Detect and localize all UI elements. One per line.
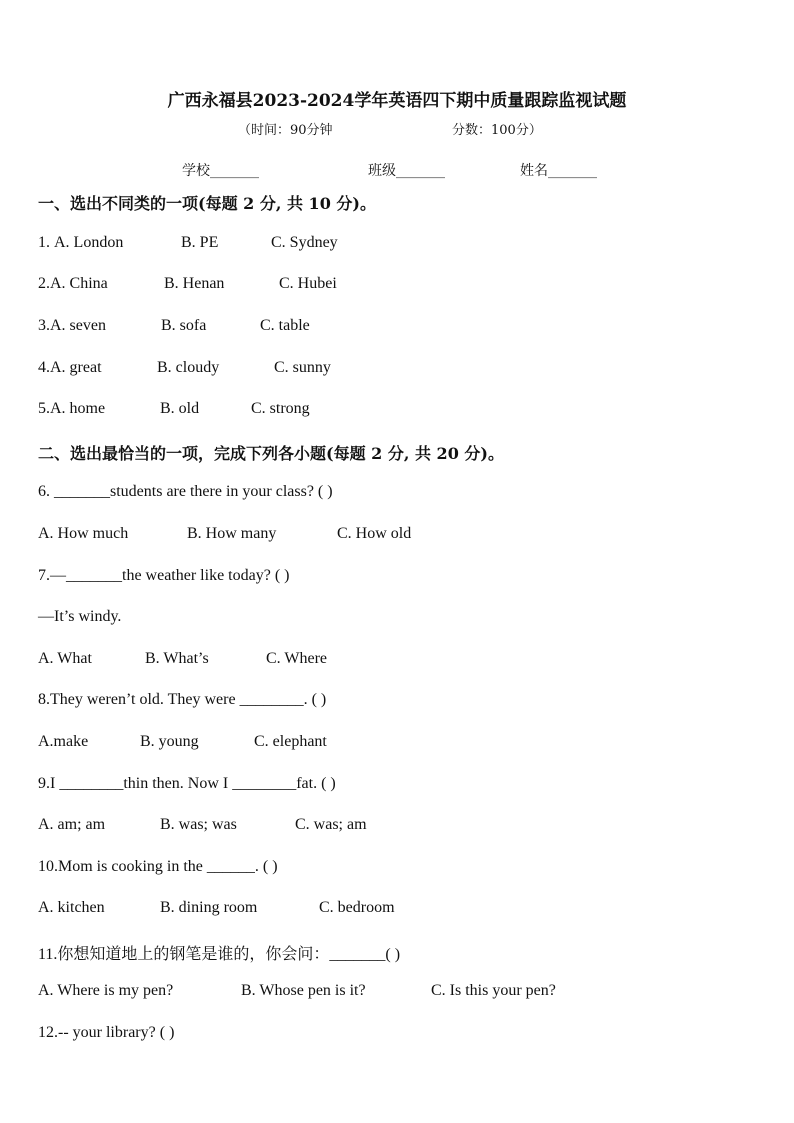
school-field[interactable]: 学校_______ [182,163,259,179]
option-c[interactable]: C. How old [337,525,412,542]
question-number: 2. [38,275,50,292]
question-9-options [38,816,367,834]
option-b[interactable]: B. was; was [160,816,237,833]
question-7-stem: 7.—_______the weather like today? ( ) [38,567,290,584]
question-10-options [38,899,395,917]
exam-time: （时间：90分钟 [238,123,333,138]
option-c[interactable]: C. table [260,317,310,334]
option-a[interactable]: A. seven [50,317,106,334]
section-2-heading: 二、选出最恰当的一项，完成下列各小题(每题 2 分, 共 20 分)。 [38,444,504,463]
option-a[interactable]: A. What [38,650,92,667]
option-a[interactable]: A. How much [38,525,129,542]
option-b[interactable]: B. old [160,400,200,417]
class-field[interactable]: 班级_______ [368,163,445,179]
option-a[interactable]: A.make [38,733,89,750]
option-b[interactable]: B. sofa [161,317,207,334]
section-1-heading: 一、选出不同类的一项(每题 2 分, 共 10 分)。 [38,194,376,213]
question-number: 1. [38,234,54,251]
question-6-options [38,525,412,543]
option-c[interactable]: C. was; am [295,816,367,833]
question-7-options [38,650,328,668]
question-4 [38,359,331,377]
option-b[interactable]: B. How many [187,525,277,542]
question-number: 5. [38,400,50,417]
option-b[interactable]: B. PE [181,234,219,251]
option-b[interactable]: B. Henan [164,275,225,292]
name-field[interactable]: 姓名_______ [520,163,597,179]
option-a[interactable]: A. London [54,234,124,251]
option-c[interactable]: C. elephant [254,733,327,750]
page-title: 广西永福县2023-2024学年英语四下期中质量跟踪监视试题 [167,91,627,111]
option-a[interactable]: A. Where is my pen? [38,982,174,999]
exam-score: 分数：100分） [452,123,542,138]
question-11-options [38,982,556,1000]
question-3 [38,317,310,335]
option-c[interactable]: C. bedroom [319,899,395,916]
question-2 [38,275,337,293]
question-7-dialogue: —It’s windy. [38,608,122,625]
option-c[interactable]: C. sunny [274,359,331,376]
option-a[interactable]: A. am; am [38,816,106,833]
question-number: 3. [38,317,50,334]
option-c[interactable]: C. Where [266,650,328,667]
option-b[interactable]: B. Whose pen is it? [241,982,366,999]
question-12-stem: 12.-- your library? ( ) [38,1024,175,1041]
question-5 [38,400,310,418]
question-9-stem: 9.I ________thin then. Now I ________fat. ( ) [38,775,336,792]
option-c[interactable]: C. Hubei [279,275,337,292]
option-a[interactable]: A. great [50,359,102,376]
question-8-stem: 8.They weren’t old. They were ________. ( ) [38,691,327,708]
option-a[interactable]: A. China [50,275,108,292]
question-1 [38,234,338,252]
option-c[interactable]: C. Sydney [271,234,338,251]
option-b[interactable]: B. young [140,733,199,750]
option-c[interactable]: C. strong [251,400,310,417]
question-11-stem: 11.你想知道地上的钢笔是谁的，你会问：_______( ) [38,946,401,963]
option-b[interactable]: B. What’s [145,650,209,667]
question-6-stem: 6. _______students are there in your class? ( ) [38,483,333,500]
question-8-options [38,733,327,751]
question-10-stem: 10.Mom is cooking in the ______. ( ) [38,858,278,875]
option-c[interactable]: C. Is this your pen? [431,982,556,999]
option-a[interactable]: A. kitchen [38,899,105,916]
option-b[interactable]: B. cloudy [157,359,220,376]
option-b[interactable]: B. dining room [160,899,258,916]
option-a[interactable]: A. home [50,400,106,417]
question-number: 4. [38,359,50,376]
